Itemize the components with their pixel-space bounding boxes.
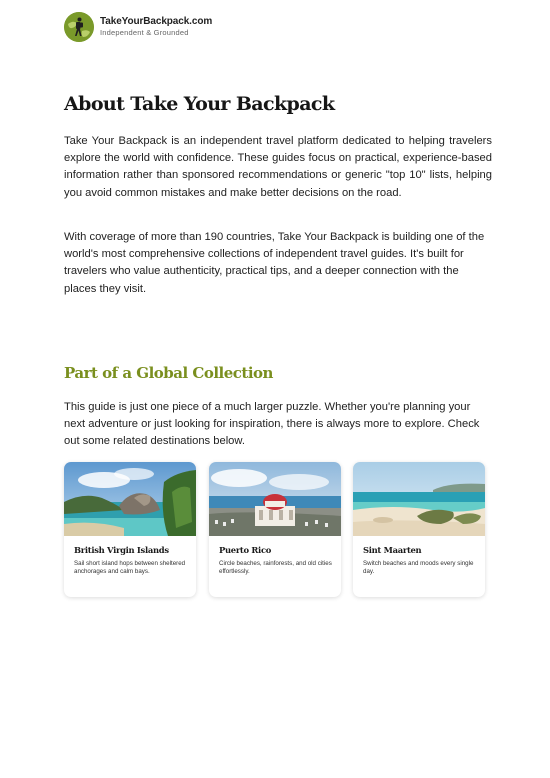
collection-intro: This guide is just one piece of a much larger puzzle. Whether you're planning your next adventure or just looking for inspiration, there is always more to explore. Check out some related destinations below. bbox=[64, 401, 480, 448]
collection-title: Part of a Global Collection bbox=[64, 364, 273, 382]
destination-card-british-virgin-islands[interactable] bbox=[64, 462, 196, 597]
brand-name[interactable]: TakeYourBackpack.com bbox=[100, 16, 213, 28]
card-description: Circle beaches, rainforests, and old cities effortlessly. bbox=[219, 560, 332, 576]
destination-card-sint-maarten[interactable] bbox=[353, 462, 485, 597]
about-paragraph-1: Take Your Backpack is an independent travel platform dedicated to helping travelers explore the world with confidence. These guides focus on practical, experience-based information rather than sponsored recommendations or generic "top 10" lists, helping you avoid common mistakes and make better decisions on the road. bbox=[64, 135, 492, 199]
card-title: British Virgin Islands bbox=[74, 545, 169, 555]
card-description: Switch beaches and moods every single day. bbox=[363, 560, 474, 576]
sint-maarten-photo bbox=[353, 462, 485, 536]
about-title: About Take Your Backpack bbox=[64, 93, 335, 115]
card-title: Puerto Rico bbox=[219, 545, 272, 555]
about-paragraph-2: With coverage of more than 190 countries, Take Your Backpack is building one of the world's most comprehensive collections of independent travel guides. It's built for travelers who value authenticity, practical tips, and a deeper connection with the places they visit. bbox=[64, 231, 485, 295]
british-virgin-islands-photo bbox=[64, 462, 196, 536]
brand-tagline: Independent & Grounded bbox=[100, 28, 189, 38]
site-header bbox=[64, 12, 212, 42]
destination-card-puerto-rico[interactable] bbox=[209, 462, 341, 597]
card-description: Sail short island hops between sheltered anchorages and calm bays. bbox=[74, 560, 186, 576]
brand bbox=[100, 17, 212, 37]
card-title: Sint Maarten bbox=[363, 545, 422, 555]
backpacker-logo-icon[interactable] bbox=[64, 12, 94, 42]
puerto-rico-photo bbox=[209, 462, 341, 536]
